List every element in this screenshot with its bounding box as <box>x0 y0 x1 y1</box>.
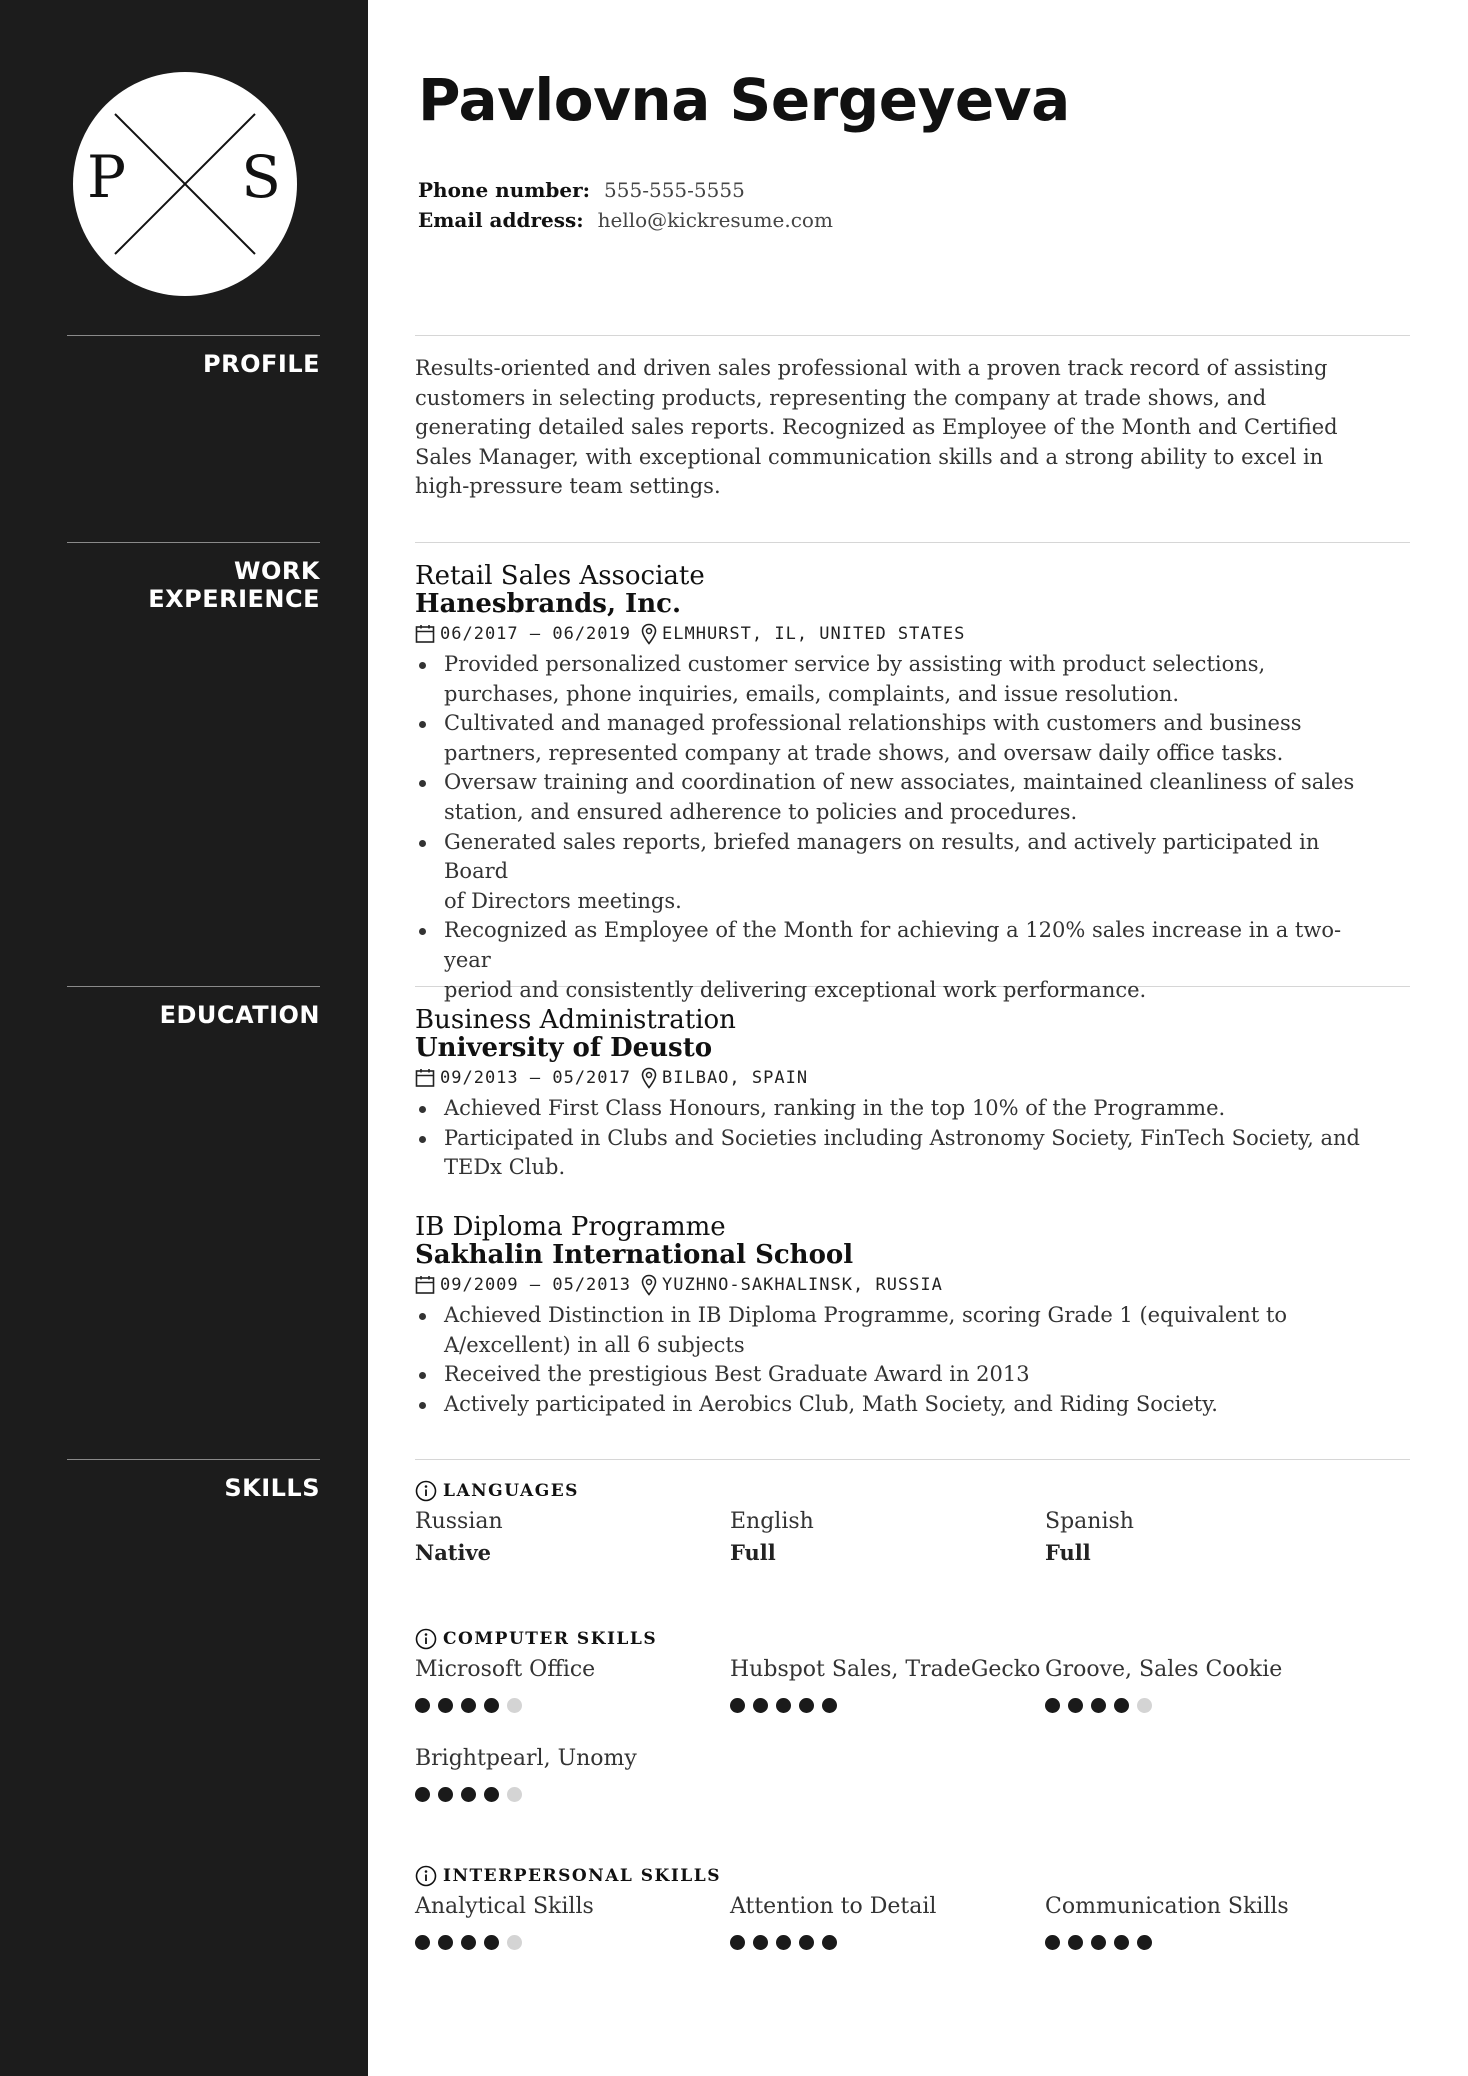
job-title: Retail Sales Associate <box>415 561 705 591</box>
skill-name: Communication Skills <box>1045 1894 1289 1919</box>
rating-dot-filled <box>799 1935 814 1950</box>
job-company: Hanesbrands, Inc. <box>415 589 681 619</box>
rating-dot-filled <box>753 1698 768 1713</box>
rating-dot-filled <box>799 1698 814 1713</box>
skill-name: Brightpearl, Unomy <box>415 1746 637 1771</box>
contact-email <box>418 208 833 232</box>
list-item: Participated in Clubs and Societies including Astronomy Society, FinTech Society, and TEDx Club. <box>415 1124 1375 1183</box>
rating-dot-filled <box>1068 1698 1083 1713</box>
skills-category-computer: COMPUTER SKILLS <box>415 1628 657 1650</box>
rating-dot-filled <box>484 1787 499 1802</box>
skill-rating <box>730 1935 837 1950</box>
language-level: Full <box>1045 1540 1091 1565</box>
language-level: Full <box>730 1540 776 1565</box>
section-heading-profile: PROFILE <box>67 335 320 378</box>
education-dates: 09/2013 — 05/2017 <box>440 1068 631 1088</box>
list-item: Achieved First Class Honours, ranking in the top 10% of the Programme. <box>415 1094 1375 1124</box>
rating-dot-filled <box>1045 1698 1060 1713</box>
language-name: English <box>730 1509 814 1534</box>
contact-value: hello@kickresume.com <box>597 208 833 232</box>
rating-dot-filled <box>438 1935 453 1950</box>
calendar-icon <box>415 624 435 644</box>
rating-dot-filled <box>484 1698 499 1713</box>
contact-value: 555-555-5555 <box>604 178 745 202</box>
education-bullets <box>415 1301 1375 1419</box>
job-location: ELMHURST, IL, UNITED STATES <box>662 624 966 644</box>
rating-dot-filled <box>1068 1935 1083 1950</box>
rating-dot-filled <box>730 1935 745 1950</box>
list-item: Oversaw training and coordination of new associates, maintained cleanliness of sales station, and ensured adherence to policies and procedures. <box>415 768 1375 827</box>
profile-summary: Results-oriented and driven sales professional with a proven track record of assisting customers in selecting products, representing the company at trade shows, and generating detailed sales reports. Recognized as Employee of the Month and Certified Sales Manager, with exceptional communication skills and a strong ability to excel in high-pressure team settings. <box>415 356 1338 499</box>
education-bullets <box>415 1094 1375 1183</box>
rating-dot-filled <box>753 1935 768 1950</box>
skills-category-languages: LANGUAGES <box>415 1480 579 1502</box>
rating-dot-empty <box>507 1698 522 1713</box>
rating-dot-empty <box>507 1787 522 1802</box>
rating-dot-filled <box>1091 1698 1106 1713</box>
rating-dot-filled <box>484 1935 499 1950</box>
location-pin-icon <box>641 1274 657 1296</box>
section-heading-skills: SKILLS <box>67 1459 320 1502</box>
sidebar <box>0 0 368 2076</box>
rating-dot-filled <box>461 1787 476 1802</box>
rating-dot-filled <box>415 1935 430 1950</box>
skills-category-interpersonal: INTERPERSONAL SKILLS <box>415 1865 721 1887</box>
skill-rating <box>415 1935 522 1950</box>
rating-dot-filled <box>1114 1698 1129 1713</box>
rating-dot-filled <box>438 1787 453 1802</box>
info-icon <box>415 1480 437 1502</box>
rating-dot-filled <box>822 1935 837 1950</box>
rating-dot-filled <box>1091 1935 1106 1950</box>
divider <box>415 1459 1410 1460</box>
info-icon <box>415 1865 437 1887</box>
rating-dot-filled <box>461 1698 476 1713</box>
section-heading-work: WORK EXPERIENCE <box>67 542 320 613</box>
monogram <box>73 72 297 296</box>
rating-dot-filled <box>415 1698 430 1713</box>
rating-dot-filled <box>776 1698 791 1713</box>
skill-name: Groove, Sales Cookie <box>1045 1657 1283 1682</box>
skill-rating <box>1045 1698 1152 1713</box>
rating-dot-filled <box>438 1698 453 1713</box>
rating-dot-filled <box>776 1935 791 1950</box>
rating-dot-filled <box>1114 1935 1129 1950</box>
job-dates: 06/2017 — 06/2019 <box>440 624 631 644</box>
degree-title: IB Diploma Programme <box>415 1212 726 1242</box>
skill-name: Analytical Skills <box>415 1894 594 1919</box>
location-pin-icon <box>641 623 657 645</box>
education-entry <box>415 1006 1375 1183</box>
rating-dot-filled <box>415 1787 430 1802</box>
monogram-letter: P <box>87 143 127 211</box>
divider <box>415 335 1410 336</box>
calendar-icon <box>415 1068 435 1088</box>
education-meta <box>415 1274 1375 1296</box>
school-name: University of Deusto <box>415 1033 713 1063</box>
work-entry <box>415 562 1375 1005</box>
rating-dot-filled <box>822 1698 837 1713</box>
rating-dot-filled <box>1045 1935 1060 1950</box>
job-bullets <box>415 650 1375 1005</box>
skill-name: Hubspot Sales, TradeGecko <box>730 1657 1041 1682</box>
education-meta <box>415 1067 1375 1089</box>
list-item: Achieved Distinction in IB Diploma Programme, scoring Grade 1 (equivalent to A/excellent) in all 6 subjects <box>415 1301 1375 1360</box>
skill-name: Microsoft Office <box>415 1657 596 1682</box>
education-dates: 09/2009 — 05/2013 <box>440 1275 631 1295</box>
rating-dot-filled <box>1137 1935 1152 1950</box>
skill-rating <box>1045 1935 1152 1950</box>
school-name: Sakhalin International School <box>415 1240 854 1270</box>
skill-rating <box>730 1698 837 1713</box>
location-pin-icon <box>641 1067 657 1089</box>
rating-dot-empty <box>1137 1698 1152 1713</box>
divider <box>415 542 1410 543</box>
list-item: Actively participated in Aerobics Club, Math Society, and Riding Society. <box>415 1390 1375 1420</box>
language-level: Native <box>415 1540 492 1565</box>
language-name: Spanish <box>1045 1509 1134 1534</box>
contact-label: Phone number: <box>418 178 591 202</box>
monogram-letter: S <box>241 143 281 211</box>
candidate-name: Pavlovna Sergeyeva <box>418 66 1070 134</box>
education-location: BILBAO, SPAIN <box>662 1068 809 1088</box>
education-entry <box>415 1213 1375 1419</box>
list-item: Generated sales reports, briefed managers on results, and actively participated in Board of Directors meetings. <box>415 828 1375 917</box>
info-icon <box>415 1628 437 1650</box>
calendar-icon <box>415 1275 435 1295</box>
rating-dot-filled <box>461 1935 476 1950</box>
list-item: Recognized as Employee of the Month for achieving a 120% sales increase in a two-year period and consistently delivering exceptional work performance. <box>415 916 1375 1005</box>
skill-rating <box>415 1698 522 1713</box>
degree-title: Business Administration <box>415 1005 736 1035</box>
list-item: Provided personalized customer service by assisting with product selections, purchases, phone inquiries, emails, complaints, and issue resolution. <box>415 650 1375 709</box>
rating-dot-filled <box>730 1698 745 1713</box>
skill-name: Attention to Detail <box>730 1894 937 1919</box>
skill-rating <box>415 1787 522 1802</box>
contact-phone <box>418 178 745 202</box>
contact-label: Email address: <box>418 208 584 232</box>
education-location: YUZHNO-SAKHALINSK, RUSSIA <box>662 1275 943 1295</box>
job-meta <box>415 623 1375 645</box>
language-name: Russian <box>415 1509 503 1534</box>
list-item: Cultivated and managed professional relationships with customers and business partners, represented company at trade shows, and oversaw daily office tasks. <box>415 709 1375 768</box>
rating-dot-empty <box>507 1935 522 1950</box>
list-item: Received the prestigious Best Graduate Award in 2013 <box>415 1360 1375 1390</box>
section-heading-education: EDUCATION <box>67 986 320 1029</box>
